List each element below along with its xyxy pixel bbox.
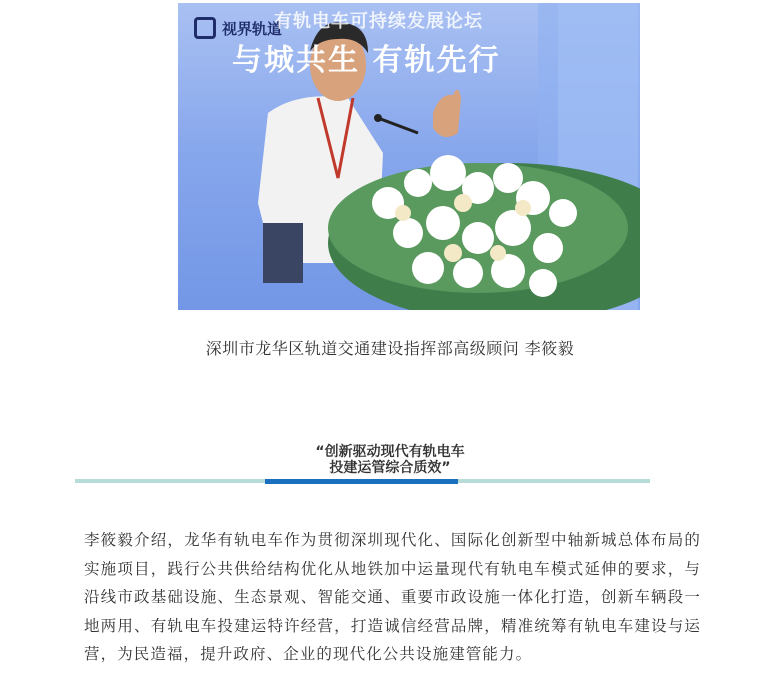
logo-mark-icon: [194, 17, 216, 39]
logo-text: 视界轨道: [222, 19, 283, 38]
forum-banner-slogan: 与城共生 有轨先行: [232, 43, 501, 78]
speaker-photo: [178, 3, 640, 310]
forum-banner-title: 有轨电车可持续发展论坛: [274, 11, 483, 32]
section-heading-line-1: “创新驱动现代有轨电车: [315, 444, 465, 460]
article-paragraph: 李筱毅介绍，龙华有轨电车作为贯彻深圳现代化、国际化创新型中轴新城总体布局的实施项目，践行公共供给结构优化从地铁加中运量现代有轨电车模式延伸的要求，与沿线市政基础设施、生态景观、智能交通、重要市政设施一体化打造，创新车辆段一地两用、有轨电车投建运特许经营，打造诚信经营品牌，精准统筹有轨电车建设与运营，为民造福，提升政府、企业的现代化公共设施建管能力。: [84, 531, 701, 663]
section-heading-line-2: 投建运管综合质效”: [329, 460, 451, 476]
section-divider-accent: [265, 479, 458, 484]
photo-caption: 深圳市龙华区轨道交通建设指挥部高级顾问 李筱毅: [205, 339, 575, 358]
section-heading: [0, 444, 780, 476]
